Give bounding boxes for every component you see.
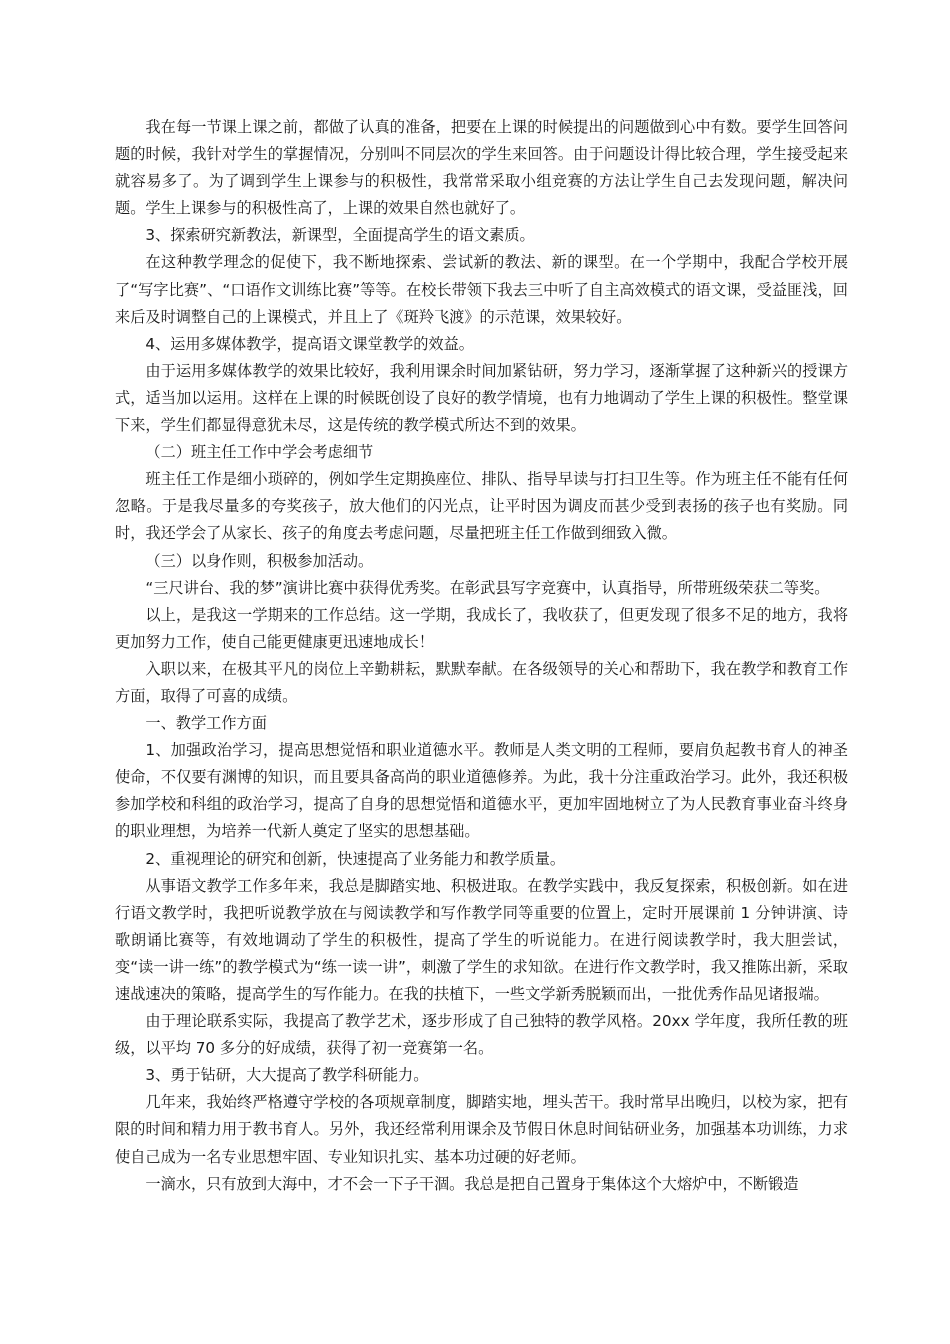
section-heading-3: 3、探索研究新教法，新课型，全面提高学生的语文素质。 xyxy=(145,226,535,245)
paragraph-2: 在这种教学理念的促使下，我不断地探索、尝试新的教法、新的课型。在一个学期中，我配合学校开展了“写字比赛”、“口语作文训练比赛”等等。在校长带领下我去三中听了自主高效模式的语文课，受益匪浅，回来后及时调整自己的上课模式，并且上了《斑羚飞渡》的示范课，效果较好。 xyxy=(115,253,848,326)
paragraph-9: 从事语文教学工作多年来，我总是脚踏实地、积极进取。在教学实践中，我反复探索，积极创新。如在进行语文教学时，我把听说教学放在与阅读教学和写作教学同等重要的位置上，定时开展课前 1 分钟讲演、诗歌朗诵比赛等，有效地调动了学生的积极性，提高了学生的听说能力。在进行阅读教学时，我大胆尝试，变“读一讲一练”的教学模式为“练一读一讲”，刺激了学生的求知欲。在进行作文教学时，我又推陈出新，采取速战速决的策略，提高学生的写作能力。在我的扶植下，一些文学新秀脱颖而出，一批优秀作品见诸报端。 xyxy=(115,876,848,1003)
paragraph-1: 我在每一节课上课之前，都做了认真的准备，把要在上课的时候提出的问题做到心中有数。要学生回答问题的时候，我针对学生的掌握情况，分别叫不同层次的学生来回答。由于问题设计得比较合理，学生接受起来就容易多了。为了调到学生上课参与的积极性，我常常采取小组竞赛的方法让学生自己去发现问题，解决问题。学生上课参与的积极性高了，上课的效果自然也就好了。 xyxy=(115,118,848,218)
section-heading-4: 4、运用多媒体教学，提高语文课堂教学的效益。 xyxy=(145,334,474,353)
section-heading-theory: 2、重视理论的研究和创新，快速提高了业务能力和教学质量。 xyxy=(145,849,566,868)
paragraph-5: “三尺讲台、我的梦”演讲比赛中获得优秀奖。在彰武县写字竞赛中，认真指导，所带班级荣获二等奖。 xyxy=(145,578,830,597)
paragraph-8: 1、加强政治学习，提高思想觉悟和职业道德水平。教师是人类文明的工程师，要肩负起教书育人的神圣使命，不仅要有渊博的知识，而且要具备高尚的职业道德修养。为此，我十分注重政治学习。此外，我还积极参加学校和科组的政治学习，提高了自身的思想觉悟和道德水平，更加牢固地树立了为人民教育事业奋斗终身的职业理想，为培养一代新人奠定了坚实的思想基础。 xyxy=(115,741,848,841)
paragraph-11: 几年来，我始终严格遵守学校的各项规章制度，脚踏实地，埋头苦干。我时常早出晚归，以校为家，把有限的时间和精力用于教书育人。另外，我还经常利用课余及节假日休息时间钻研业务，加强基本功训练，力求使自己成为一名专业思想牢固、专业知识扎实、基本功过硬的好老师。 xyxy=(115,1093,848,1166)
section-heading-teaching-work: 一、教学工作方面 xyxy=(145,714,267,733)
section-heading-research: 3、勇于钻研，大大提高了教学科研能力。 xyxy=(145,1066,429,1085)
paragraph-10: 由于理论联系实际，我提高了教学艺术，逐步形成了自己独特的教学风格。20xx 学年度，我所任教的班级，以平均 70 多分的好成绩，获得了初一竞赛第一名。 xyxy=(115,1012,848,1058)
section-heading-class-teacher: （二）班主任工作中学会考虑细节 xyxy=(145,443,374,462)
paragraph-3: 由于运用多媒体教学的效果比较好，我利用课余时间加紧钻研，努力学习，逐渐掌握了这种新兴的授课方式，适当加以运用。这样在上课的时候既创设了良好的教学情境，也有力地调动了学生上课的积极性。整堂课下来，学生们都显得意犹未尽，这是传统的教学模式所达不到的效果。 xyxy=(115,361,848,435)
section-heading-activities: （三）以身作则，积极参加活动。 xyxy=(145,551,374,570)
document-body xyxy=(115,114,848,1198)
paragraph-6: 以上，是我这一学期来的工作总结。这一学期，我成长了，我收获了，但更发现了很多不足的地方，我将更加努力工作，使自己能更健康更迅速地成长！ xyxy=(115,605,848,651)
paragraph-4: 班主任工作是细小琐碎的，例如学生定期换座位、排队、指导早读与打扫卫生等。作为班主任不能有任何忽略。于是我尽量多的夸奖孩子，放大他们的闪光点，让平时因为调皮而甚少受到表扬的孩子也有奖励。同时，我还学会了从家长、孩子的角度去考虑问题，尽量把班主任工作做到细致入微。 xyxy=(115,470,848,543)
paragraph-12: 一滴水，只有放到大海中，才不会一下子干涸。我总是把自己置身于集体这个大熔炉中，不断锻造 xyxy=(145,1174,799,1193)
paragraph-7: 入职以来，在极其平凡的岗位上辛勤耕耘，默默奉献。在各级领导的关心和帮助下，我在教学和教育工作方面，取得了可喜的成绩。 xyxy=(115,659,848,705)
